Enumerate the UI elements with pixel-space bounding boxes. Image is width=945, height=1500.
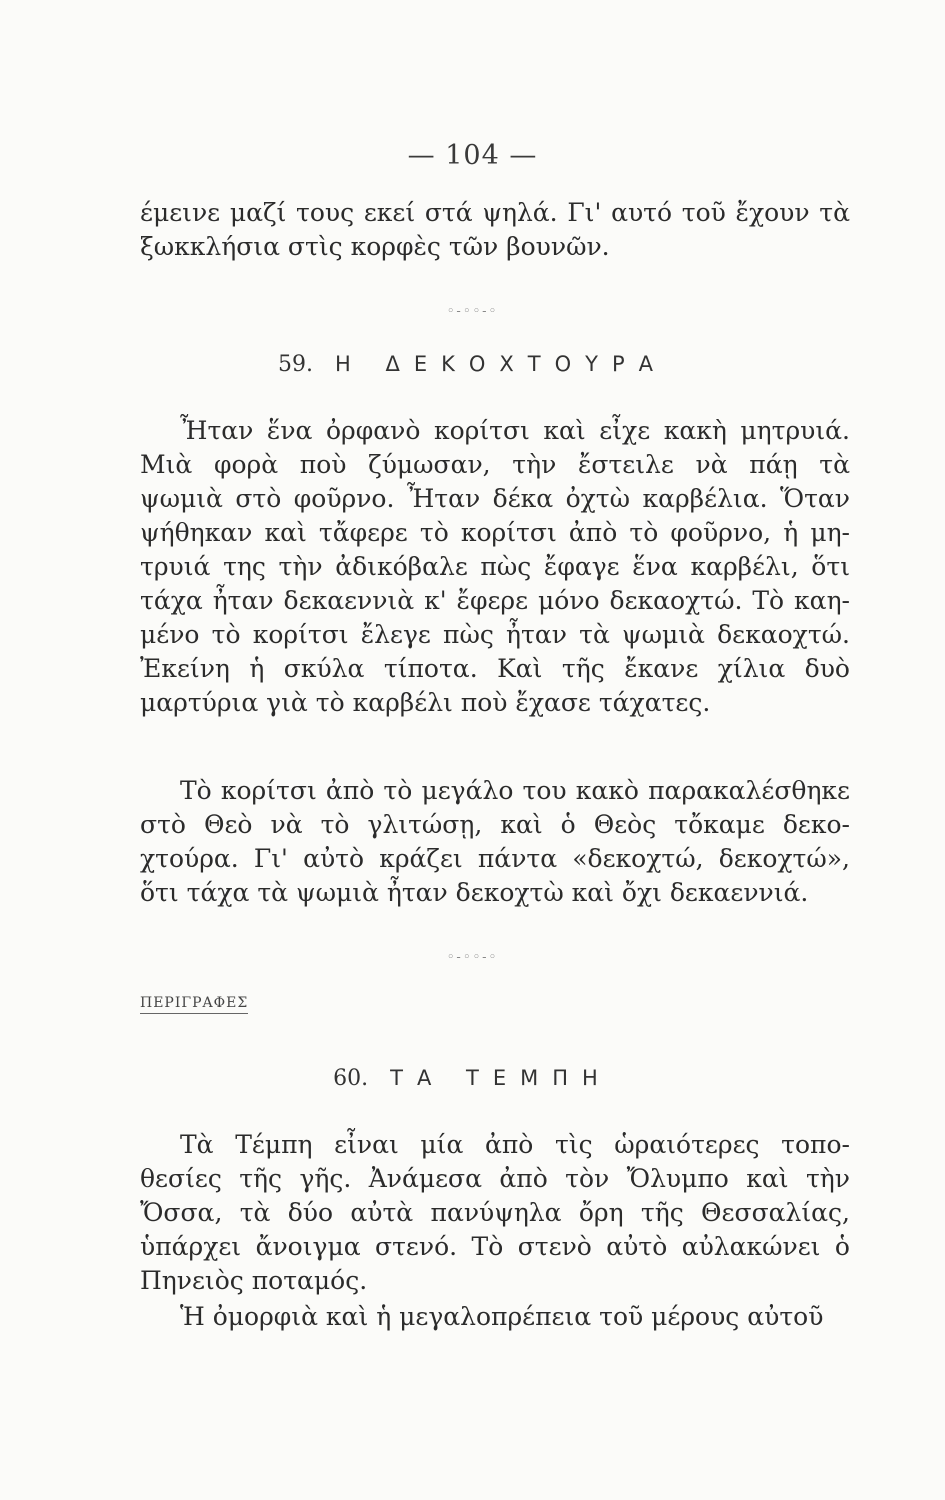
- heading-number: 59.: [277, 352, 313, 377]
- text-line: τρυιά της τὴν ἀδικόβαλε πὼς ἔφαγε ἕνα καρβέλι, ὅτι: [140, 552, 850, 581]
- text-line: Πηνειὸς ποταμός.: [140, 1266, 368, 1295]
- text-line: Ἡ ὀμορφιὰ καὶ ἡ μεγαλοπρέπεια τοῦ μέρους αὐτοῦ: [180, 1302, 824, 1331]
- text-line: ὑπάρχει ἄνοιγμα στενό. Τὸ στενὸ αὐτὸ αὐλακώνει ὁ: [140, 1232, 850, 1261]
- text-line: μαρτύρια γιὰ τὸ καρβέλι ποὺ ἔχασε τάχατες.: [140, 688, 711, 717]
- text-line: μένο τὸ κορίτσι ἔλεγε πὼς ἦταν τὰ ψωμιὰ δεκαοχτώ.: [140, 620, 850, 649]
- story-59-paragraph-2: [140, 774, 850, 910]
- text-line: ξωκκλήσια στὶς κορφὲς τῶν βουνῶν.: [140, 232, 610, 261]
- section-label: ΠΕΡΙΓΡΑΦΕΣ: [140, 995, 248, 1014]
- heading-number: 60.: [333, 1066, 369, 1091]
- top-paragraph: [140, 196, 850, 264]
- text-line: στὸ Θεὸ νὰ τὸ γλιτώσῃ, καὶ ὁ Θεὸς τὄκαμε δεκο-: [140, 810, 850, 839]
- text-line: τάχα ἦταν δεκαεννιὰ κ' ἔφερε μόνο δεκαοχτώ. Τὸ καη-: [140, 586, 850, 615]
- heading-title: ΤΑ ΤΕΜΠΗ: [390, 1066, 612, 1090]
- text-line: ὅτι τάχα τὰ ψωμιὰ ἦταν δεκοχτὼ καὶ ὄχι δεκαεννιά.: [140, 878, 809, 907]
- text-line: έμεινε μαζί τους εκεί στά ψηλά. Γι' αυτό τοῦ ἔχουν τὰ: [140, 198, 850, 227]
- text-line: Ἦταν ἕνα ὀρφανὸ κορίτσι καὶ εἶχε κακὴ μητρυιά.: [180, 416, 850, 445]
- text-line: θεσίες τῆς γῆς. Ἀνάμεσα ἀπὸ τὸν Ὄλυμπο καὶ τὴν: [140, 1164, 850, 1193]
- text-line: ψήθηκαν καὶ τἄφερε τὸ κορίτσι ἀπὸ τὸ φοῦρνο, ἡ μη-: [140, 518, 850, 547]
- text-line: Τὰ Τέμπη εἶναι μία ἀπὸ τὶς ὡραιότερες τοπο-: [180, 1130, 850, 1159]
- text-line: Ὄσσα, τὰ δύο αὐτὰ πανύψηλα ὄρη τῆς Θεσσαλίας,: [140, 1198, 850, 1227]
- story-60-paragraph-1: [140, 1128, 850, 1298]
- ornament-divider: ◦-◦◦-◦: [446, 304, 499, 319]
- story-59-paragraph-1: [140, 414, 850, 720]
- ornament-divider: ◦-◦◦-◦: [446, 950, 499, 965]
- text-line: Μιὰ φορὰ ποὺ ζύμωσαν, τὴν ἔστειλε νὰ πάῃ τὰ: [140, 450, 850, 479]
- text-line: χτούρα. Γι' αὐτὸ κράζει πάντα «δεκοχτώ, δεκοχτώ»,: [140, 844, 850, 873]
- text-line: ψωμιὰ στὸ φοῦρνο. Ἦταν δέκα ὀχτὼ καρβέλια. Ὅταν: [140, 484, 850, 513]
- section-heading-59: [0, 352, 945, 377]
- section-heading-60: [0, 1066, 945, 1091]
- text-line: Ἐκείνη ἡ σκύλα τίποτα. Καὶ τῆς ἔκανε χίλια δυὸ: [140, 654, 850, 683]
- text-line: Τὸ κορίτσι ἀπὸ τὸ μεγάλο του κακὸ παρακαλέσθηκε: [180, 776, 850, 805]
- story-60-paragraph-2: [140, 1300, 850, 1334]
- heading-title: Η ΔΕΚΟΧΤΟΥΡΑ: [334, 352, 667, 376]
- page-number: — 104 —: [407, 140, 538, 171]
